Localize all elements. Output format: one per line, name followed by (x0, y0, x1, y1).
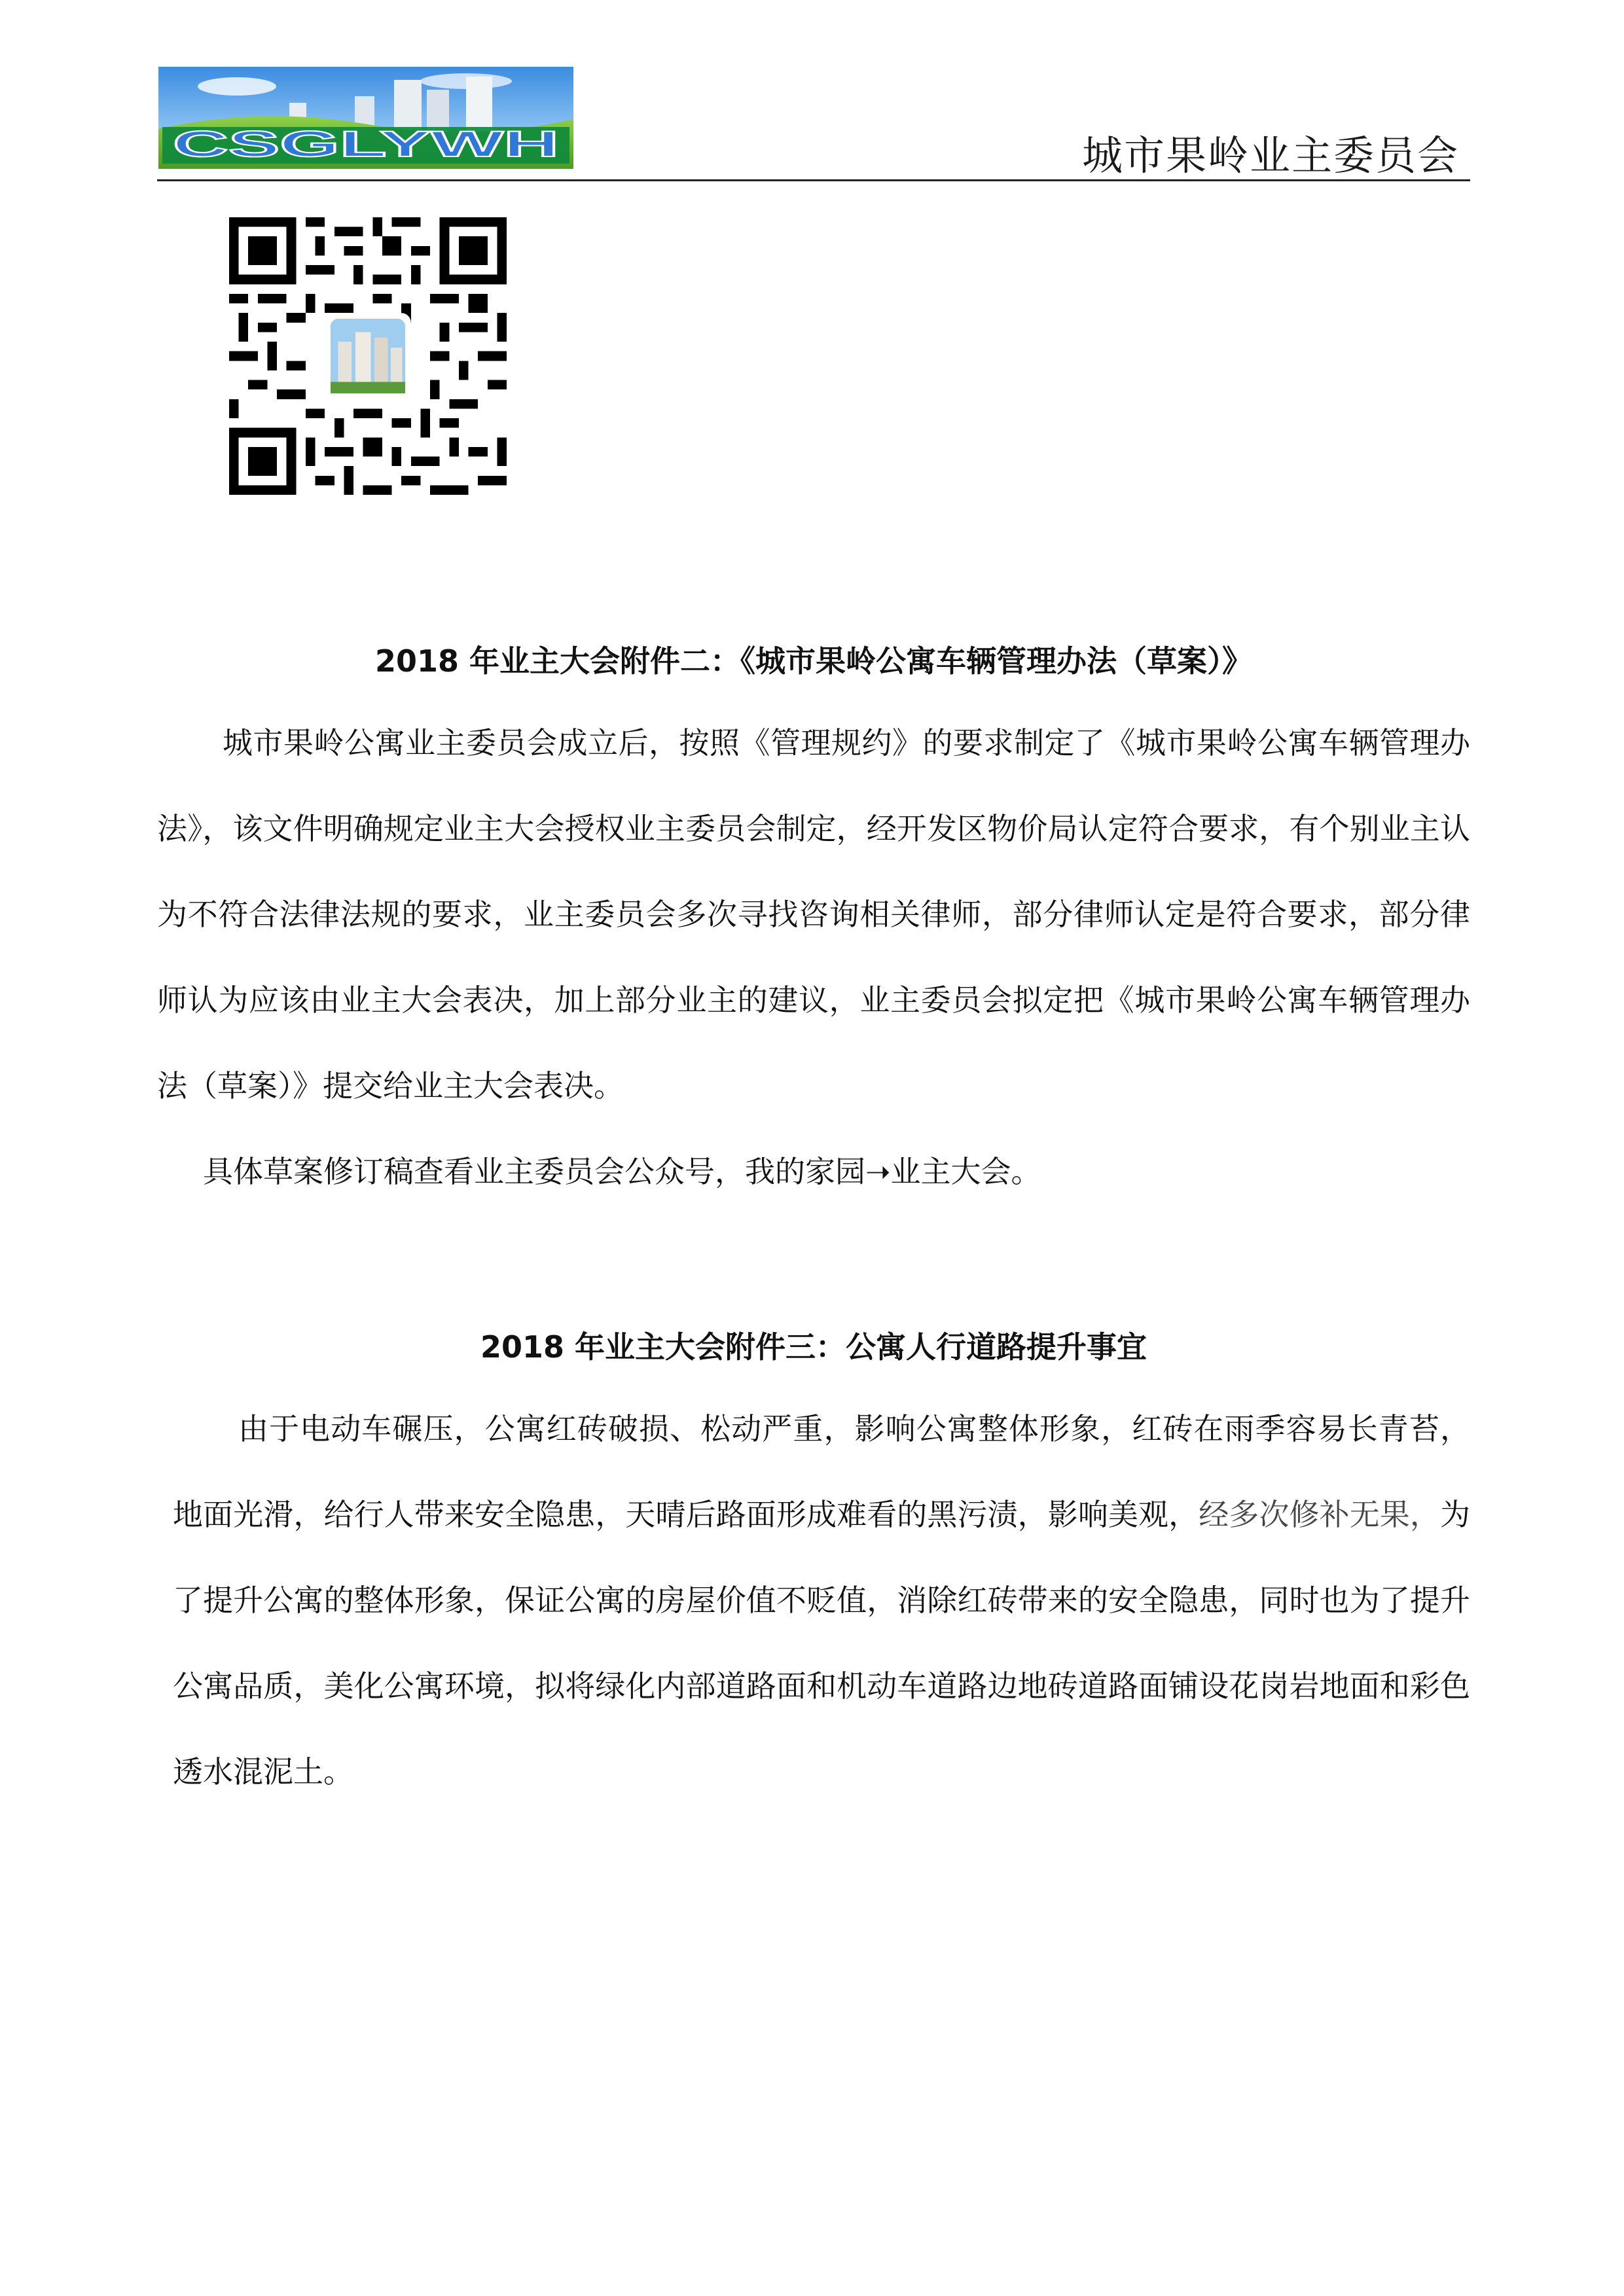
header-rule (157, 179, 1470, 181)
csglywh-logo (158, 67, 573, 169)
section2-title: 2018 年业主大会附件二：《城市果岭公寓车辆管理办法（草案）》 (374, 643, 1253, 679)
section3-paragraph-part1: 由于电动车碾压，公寓红砖破损、松动严重，影响公寓整体形象，红砖在雨季容易长青苔，地面光滑，给行人带来安全隐患，天晴后路面形成难看的黑污渍，影响美观， (173, 1411, 1470, 1532)
section2-note: 具体草案修订稿查看业主委员会公众号，我的家园➝业主大会。 (203, 1154, 1041, 1189)
org-name: 城市果岭业主委员会 (1081, 132, 1459, 179)
section3-title: 2018 年业主大会附件三：公寓人行道路提升事宜 (480, 1329, 1147, 1365)
section2-paragraph: 城市果岭公寓业主委员会成立后，按照《管理规约》的要求制定了《城市果岭公寓车辆管理办法》，该文件明确规定业主大会授权业主委员会制定，经开发区物价局认定符合要求，有个别业主认为不符合法律法规的要求，业主委员会多次寻找咨询相关律师，部分律师认定是符合要求，部分律师认为应该由业主大会表决，加上部分业主的建议，业主委员会拟定把《城市果岭公寓车辆管理办法（草案）》提交给业主大会表决。 (157, 725, 1470, 1103)
section3-paragraph-part2: 经多次修补无果， (1199, 1497, 1441, 1532)
qr-code-icon (229, 217, 507, 495)
section3-paragraph (173, 1386, 1470, 1815)
section3-paragraph-part3: 为了提升公寓的整体形象，保证公寓的房屋价值不贬值，消除红砖带来的安全隐患，同时也为了提升公寓品质，美化公寓环境，拟将绿化内部道路面和机动车道路边地砖道路面铺设花岗岩地面和彩色透水混泥土。 (173, 1497, 1471, 1789)
logo-text: CSGLYWH (173, 123, 559, 164)
